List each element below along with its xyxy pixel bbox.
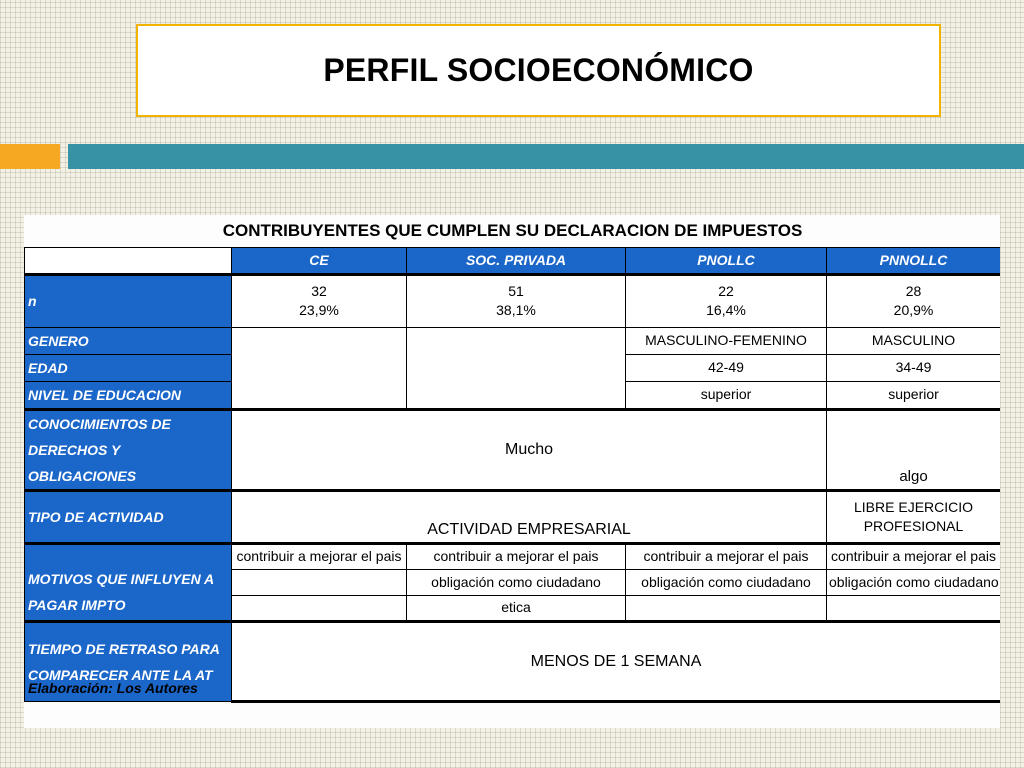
count-pnollc: 22 [718, 283, 734, 299]
header-soc-privada: SOC. PRIVADA [407, 247, 626, 274]
count-ce: 32 [311, 283, 327, 299]
cell-tiempo-shared: MENOS DE 1 SEMANA [232, 621, 1001, 701]
profile-table [24, 215, 1000, 703]
cell-n-ce [232, 274, 407, 327]
cell-conocimientos-shared: Mucho [232, 409, 827, 490]
cell-n-soc-privada [407, 274, 626, 327]
actividad-pnnollc-line1: LIBRE EJERCICIO [854, 498, 974, 515]
cell-nivel-pnollc: superior [626, 381, 827, 409]
accent-bar-teal [68, 144, 1024, 169]
actividad-pnnollc-line2: PROFESIONAL [863, 517, 964, 534]
cell-n-pnollc [626, 274, 827, 327]
cell-motivos-r1-soc-privada: contribuir a mejorar el pais [407, 543, 626, 569]
cell-motivos-r3-pnnollc [827, 595, 1001, 621]
header-pnollc: PNOLLC [626, 247, 827, 274]
cell-motivos-r1-pnnollc: contribuir a mejorar el pais [827, 543, 1001, 569]
cell-motivos-r3-ce [232, 595, 407, 621]
row-label-tiempo: TIEMPO DE RETRASO PARA COMPARECER ANTE LA AT [25, 621, 232, 701]
title-box [136, 24, 941, 117]
percent-pnnollc: 20,9% [893, 302, 934, 318]
percent-ce: 23,9% [299, 302, 339, 318]
row-label-nivel: NIVEL DE EDUCACION [25, 381, 232, 409]
row-label-n: n [25, 274, 232, 327]
count-pnnollc: 28 [905, 283, 922, 299]
row-label-actividad: TIPO DE ACTIVIDAD [25, 490, 232, 543]
cell-genero-pnollc: MASCULINO-FEMENINO [626, 327, 827, 354]
row-label-edad: EDAD [25, 354, 232, 381]
table-frame [24, 215, 1000, 728]
cell-motivos-r2-ce [232, 569, 407, 595]
row-label-motivos: MOTIVOS QUE INFLUYEN A PAGAR IMPTO [25, 543, 232, 621]
header-pnnollc: PNNOLLC [827, 247, 1001, 274]
percent-pnollc: 16,4% [706, 302, 746, 318]
cell-profile-soc-privada-empty [407, 327, 626, 409]
cell-conocimientos-pnnollc: algo [827, 409, 1001, 490]
cell-edad-pnollc: 42-49 [626, 354, 827, 381]
cell-motivos-r3-soc-privada: etica [407, 595, 626, 621]
cell-motivos-r1-pnollc: contribuir a mejorar el pais [626, 543, 827, 569]
cell-motivos-r2-pnollc: obligación como ciudadano [626, 569, 827, 595]
percent-soc-privada: 38,1% [496, 302, 536, 318]
header-ce: CE [232, 247, 407, 274]
cell-motivos-r1-ce: contribuir a mejorar el pais [232, 543, 407, 569]
table-caption: CONTRIBUYENTES QUE CUMPLEN SU DECLARACION DE IMPUESTOS [25, 215, 1001, 247]
slide-title: PERFIL SOCIOECONÓMICO [323, 52, 754, 88]
table-credit: Elaboración: Los Autores [28, 680, 198, 696]
row-label-conocimientos: CONOCIMIENTOS DE DERECHOS Y OBLIGACIONES [25, 409, 232, 490]
cell-actividad-pnnollc [827, 490, 1001, 543]
row-label-genero: GENERO [25, 327, 232, 354]
cell-edad-pnnollc: 34-49 [827, 354, 1001, 381]
cell-actividad-shared: ACTIVIDAD EMPRESARIAL [232, 490, 827, 543]
count-soc-privada: 51 [508, 283, 524, 299]
cell-nivel-pnnollc: superior [827, 381, 1001, 409]
cell-motivos-r2-soc-privada: obligación como ciudadano [407, 569, 626, 595]
cell-n-pnnollc [827, 274, 1001, 327]
cell-genero-pnnollc: MASCULINO [827, 327, 1001, 354]
cell-motivos-r2-pnnollc: obligación como ciudadano [827, 569, 1001, 595]
header-blank [25, 247, 232, 274]
accent-bar-orange [0, 144, 60, 169]
cell-motivos-r3-pnollc [626, 595, 827, 621]
cell-profile-ce-empty [232, 327, 407, 409]
